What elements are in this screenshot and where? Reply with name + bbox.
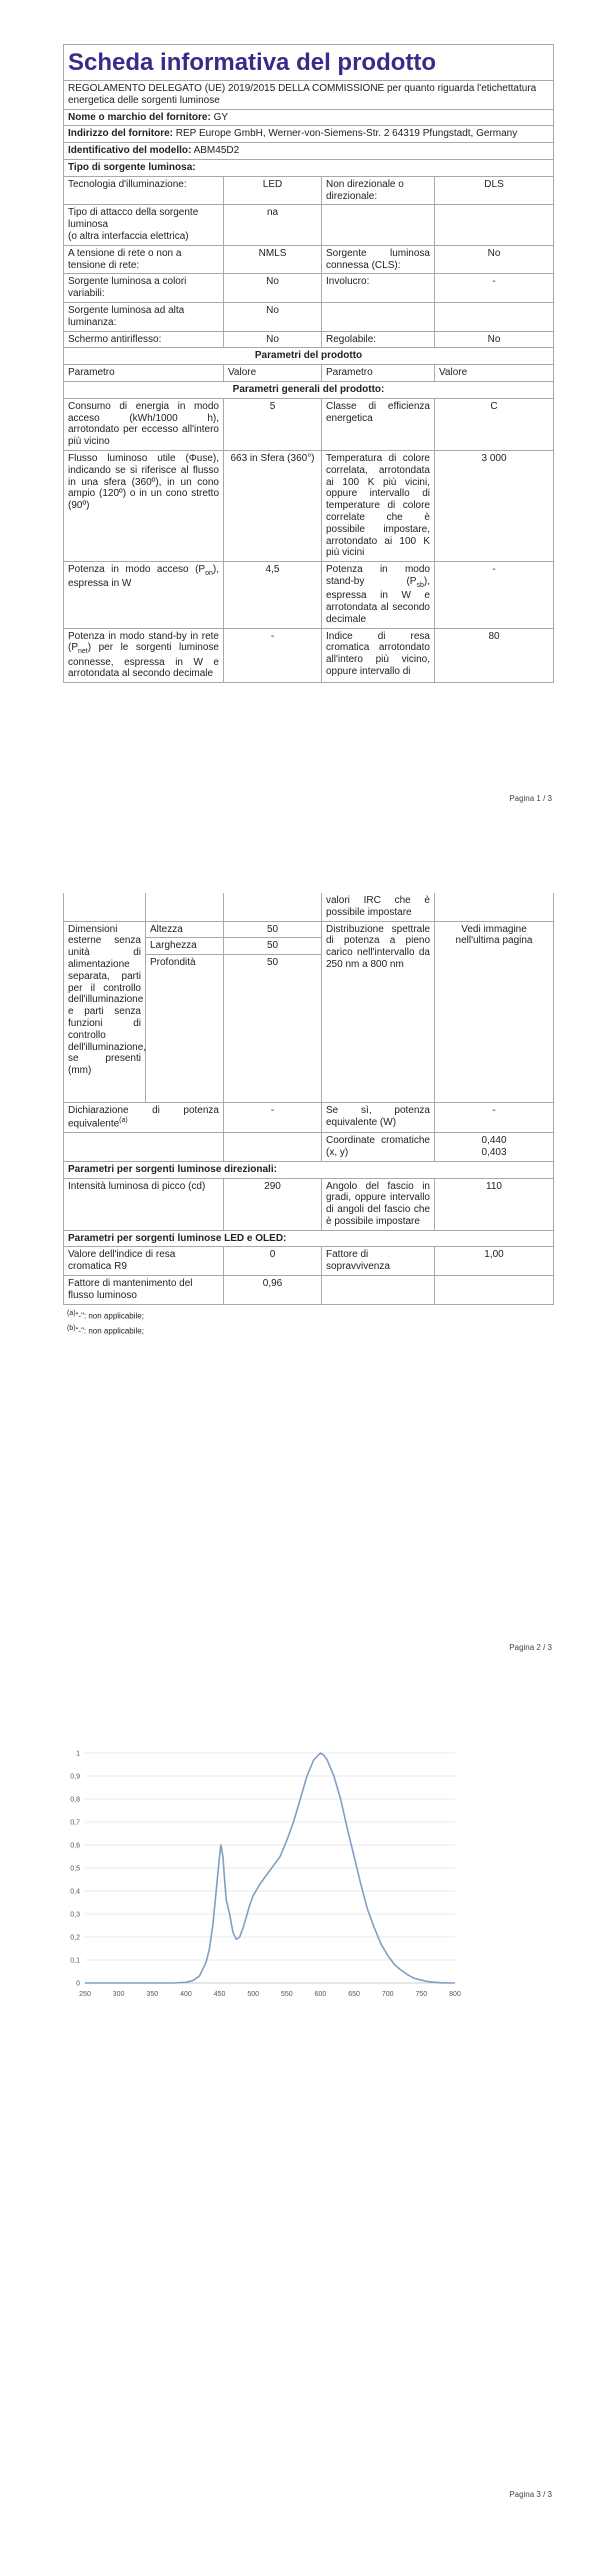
empty-cell: [322, 1276, 435, 1305]
x-tick-label: 500: [247, 1991, 260, 1998]
hl-value: No: [224, 302, 322, 331]
y-tick-label: 0,1: [70, 1957, 80, 1965]
col-param: Parametro: [64, 365, 224, 382]
page-number-2: Pagina 2 / 3: [509, 1643, 552, 1652]
x-tick-label: 600: [314, 1991, 327, 1998]
y-tick-label: 0,3: [70, 1911, 80, 1919]
flux-value: 663 in Sfera (360°): [224, 450, 322, 561]
maint-value: 0,96: [224, 1276, 322, 1305]
nondir-value: DLS: [435, 176, 554, 205]
model-value: ABM45D2: [193, 145, 240, 157]
class-label: Classe di efficienza energetica: [322, 398, 435, 450]
width-value: 50: [224, 938, 322, 955]
y-tick-label: 1: [76, 1750, 80, 1758]
envelope-value: -: [435, 274, 554, 303]
equiv-label: [64, 1103, 224, 1133]
general-header: Parametri generali del prodotto:: [64, 381, 554, 398]
spd-label: Distribuzione spettrale di potenza a pieno carico nell'intervallo da 250 nm a 800 nm: [322, 921, 435, 1103]
x-tick-label: 450: [213, 1991, 226, 1998]
pnet-label-pre: Potenza in modo stand-by in rete (P: [68, 630, 219, 654]
psb-value: -: [435, 562, 554, 628]
spd-chart: [63, 1737, 473, 2007]
page-title: Scheda informativa del prodotto: [64, 45, 554, 81]
width-label: Larghezza: [146, 938, 224, 955]
height-value: 50: [224, 921, 322, 938]
glare-value: No: [224, 331, 322, 348]
flux-label: Flusso luminoso utile (Φuse), indicando se si riferisce al flusso in una sfera (360º), in un cono ampio (120º) o in un cono stretto (90º): [64, 450, 224, 561]
supplier-address-row: [64, 126, 554, 143]
col-param: Parametro: [322, 365, 435, 382]
empty-cell: [435, 1276, 554, 1305]
pnet-label-post: ) per le sorgenti luminose connesse, espressa in W e arrotondata al secondo decimale: [68, 642, 219, 680]
equiv-sup: (a): [119, 1116, 128, 1124]
dims-label: Dimensioni esterne senza unità di alimentazione separata, parti per il controllo dell'illuminazione e parti senza funzioni di controllo dell'illuminazione, se presenti (mm): [64, 921, 146, 1103]
dir-header: Parametri per sorgenti luminose direzionali:: [64, 1161, 554, 1178]
x-tick-label: 400: [180, 1991, 192, 1998]
y-tick-label: 0,7: [70, 1819, 80, 1827]
mains-label: A tensione di rete o non a tensione di rete:: [64, 245, 224, 274]
beam-value: 110: [435, 1178, 554, 1230]
empty-cell: [322, 302, 435, 331]
energy-value: 5: [224, 398, 322, 450]
x-tick-label: 550: [280, 1991, 293, 1998]
cri-label: Indice di resa cromatica arrotondato all'intero più vicino, oppure intervallo di: [322, 628, 435, 683]
supplier-name-row: [64, 109, 554, 126]
cap-label-1: Tipo di attacco della sorgente luminosa: [68, 207, 199, 231]
empty-cell: [322, 205, 435, 245]
pnet-sub: net: [78, 648, 88, 656]
tech-value: LED: [224, 176, 322, 205]
col-value: Valore: [224, 365, 322, 382]
x-tick-label: 650: [348, 1991, 360, 1998]
footnote-a-text: "-": non applicabile;: [75, 1311, 144, 1321]
y-tick-label: 0: [76, 1980, 80, 1988]
pon-label-post: ), espressa in W: [68, 564, 219, 590]
model-label: Identificativo del modello:: [68, 145, 192, 157]
source-type-header: Tipo di sorgente luminosa:: [64, 159, 554, 176]
cri-label-cont: valori IRC che è possibile impostare: [322, 893, 435, 921]
class-value: C: [435, 398, 554, 450]
y-tick-label: 0,5: [70, 1865, 80, 1873]
x-tick-label: 800: [449, 1991, 461, 1998]
empty-cell: [64, 893, 146, 921]
led-header: Parametri per sorgenti luminose LED e OLED:: [64, 1230, 554, 1247]
equiv-label-text: Dichiarazione di potenza equivalente: [68, 1105, 219, 1130]
cap-label-2: (o altra interfaccia elettrica): [68, 230, 189, 242]
supplier-name-label: Nome o marchio del fornitore:: [68, 111, 211, 123]
empty-cell: [435, 893, 554, 921]
supplier-name-value: GY: [213, 111, 229, 123]
empty-cell: [146, 893, 224, 921]
cap-label: [64, 205, 224, 245]
empty-cell: [224, 1133, 322, 1162]
depth-label: Profondità: [146, 955, 224, 1103]
envelope-label: Involucro:: [322, 274, 435, 303]
glare-label: Schermo antiriflesso:: [64, 331, 224, 348]
page-1: [63, 44, 553, 683]
depth-value: 50: [224, 955, 322, 1103]
supplier-address-value: REP Europe GmbH, Werner-von-Siemens-Str. 2 64319 Pfungstadt, Germany: [175, 128, 518, 140]
cri-value: 80: [435, 628, 554, 683]
r9-label: Valore dell'indice di resa cromatica R9: [64, 1247, 224, 1276]
footnote-b: [63, 1322, 553, 1338]
y-tick-label: 0,8: [70, 1796, 80, 1804]
cls-label: Sorgente luminosa connessa (CLS):: [322, 245, 435, 274]
color-label: Sorgente luminosa a colori variabili:: [64, 274, 224, 303]
surv-label: Fattore di sopravvivenza: [322, 1247, 435, 1276]
supplier-address-label: Indirizzo del fornitore:: [68, 128, 173, 140]
psb-label: [322, 562, 435, 628]
product-info-table-p2: [63, 893, 554, 1305]
chroma-y: 0,403: [481, 1146, 507, 1158]
y-tick-label: 0,6: [70, 1842, 80, 1850]
equiv-w-value: -: [435, 1103, 554, 1133]
col-value: Valore: [435, 365, 554, 382]
regulation-text: REGOLAMENTO DELEGATO (UE) 2019/2015 DELLA COMMISSIONE per quanto riguarda l'etichettatura energetica delle sorgenti luminose: [64, 81, 554, 110]
x-tick-label: 300: [112, 1991, 125, 1998]
model-row: [64, 143, 554, 160]
equiv-value: -: [224, 1103, 322, 1133]
footnote-a-sup: (a): [67, 1309, 76, 1317]
x-tick-label: 750: [415, 1991, 428, 1998]
cls-value: No: [435, 245, 554, 274]
cap-value: na: [224, 205, 322, 245]
surv-value: 1,00: [435, 1247, 554, 1276]
cct-label: Temperatura di colore correlata, arrotondata ai 100 K più vicini, oppure intervallo di temperature di colore correlate che è possibile impostare, arrotondato ai 100 K più vicini: [322, 450, 435, 561]
y-tick-label: 0,4: [70, 1888, 80, 1896]
footnote-b-text: "-": non applicabile;: [75, 1326, 144, 1336]
pnet-label: [64, 628, 224, 683]
footnote-b-sup: (b): [67, 1325, 76, 1333]
mains-value: NMLS: [224, 245, 322, 274]
empty-cell: [224, 893, 322, 921]
params-header: Parametri del prodotto: [64, 348, 554, 365]
pnet-value: -: [224, 628, 322, 683]
x-tick-label: 350: [146, 1991, 159, 1998]
pon-label: [64, 562, 224, 628]
beam-label: Angolo del fascio in gradi, oppure intervallo di angoli del fascio che è possibile impostare: [322, 1178, 435, 1230]
page-number-3: Pagina 3 / 3: [509, 2490, 552, 2499]
dim-value: No: [435, 331, 554, 348]
footnote-a: [63, 1307, 553, 1323]
chroma-x: 0,440: [481, 1135, 507, 1147]
equiv-w-label: Se sì, potenza equivalente (W): [322, 1103, 435, 1133]
spd-value: Vedi immagine nell'ultima pagina: [435, 921, 554, 1103]
psb-sub: sb: [416, 581, 424, 589]
y-tick-label: 0,2: [70, 1934, 80, 1942]
psb-label-pre: Potenza in modo stand-by (P: [326, 564, 430, 587]
empty-cell: [64, 1133, 224, 1162]
color-value: No: [224, 274, 322, 303]
chroma-value: [435, 1133, 554, 1162]
nondir-label: Non direzionale o direzionale:: [322, 176, 435, 205]
height-label: Altezza: [146, 921, 224, 938]
product-info-table-p1: [63, 44, 554, 683]
empty-cell: [435, 205, 554, 245]
peak-label: Intensità luminosa di picco (cd): [64, 1178, 224, 1230]
cct-value: 3 000: [435, 450, 554, 561]
pon-sub: on: [205, 570, 213, 578]
r9-value: 0: [224, 1247, 322, 1276]
page-2: [63, 893, 553, 1338]
empty-cell: [435, 302, 554, 331]
peak-value: 290: [224, 1178, 322, 1230]
x-tick-label: 250: [79, 1991, 91, 1998]
pon-label-pre: Potenza in modo acceso (P: [68, 564, 206, 576]
pon-value: 4,5: [224, 562, 322, 628]
dim-label: Regolabile:: [322, 331, 435, 348]
chroma-label: Coordinate cromatiche (x, y): [322, 1133, 435, 1162]
psb-label-post: ), espressa in W e arrotondata al secondo decimale: [326, 575, 430, 625]
maint-label: Fattore di mantenimento del flusso luminoso: [64, 1276, 224, 1305]
energy-label: Consumo di energia in modo acceso (kWh/1000 h), arrotondato per eccesso all'intero più vicino: [64, 398, 224, 450]
hl-label: Sorgente luminosa ad alta luminanza:: [64, 302, 224, 331]
x-tick-label: 700: [381, 1991, 394, 1998]
tech-label: Tecnologia d'illuminazione:: [64, 176, 224, 205]
page-number-1: Pagina 1 / 3: [509, 794, 552, 803]
y-tick-label: 0,9: [70, 1773, 80, 1781]
